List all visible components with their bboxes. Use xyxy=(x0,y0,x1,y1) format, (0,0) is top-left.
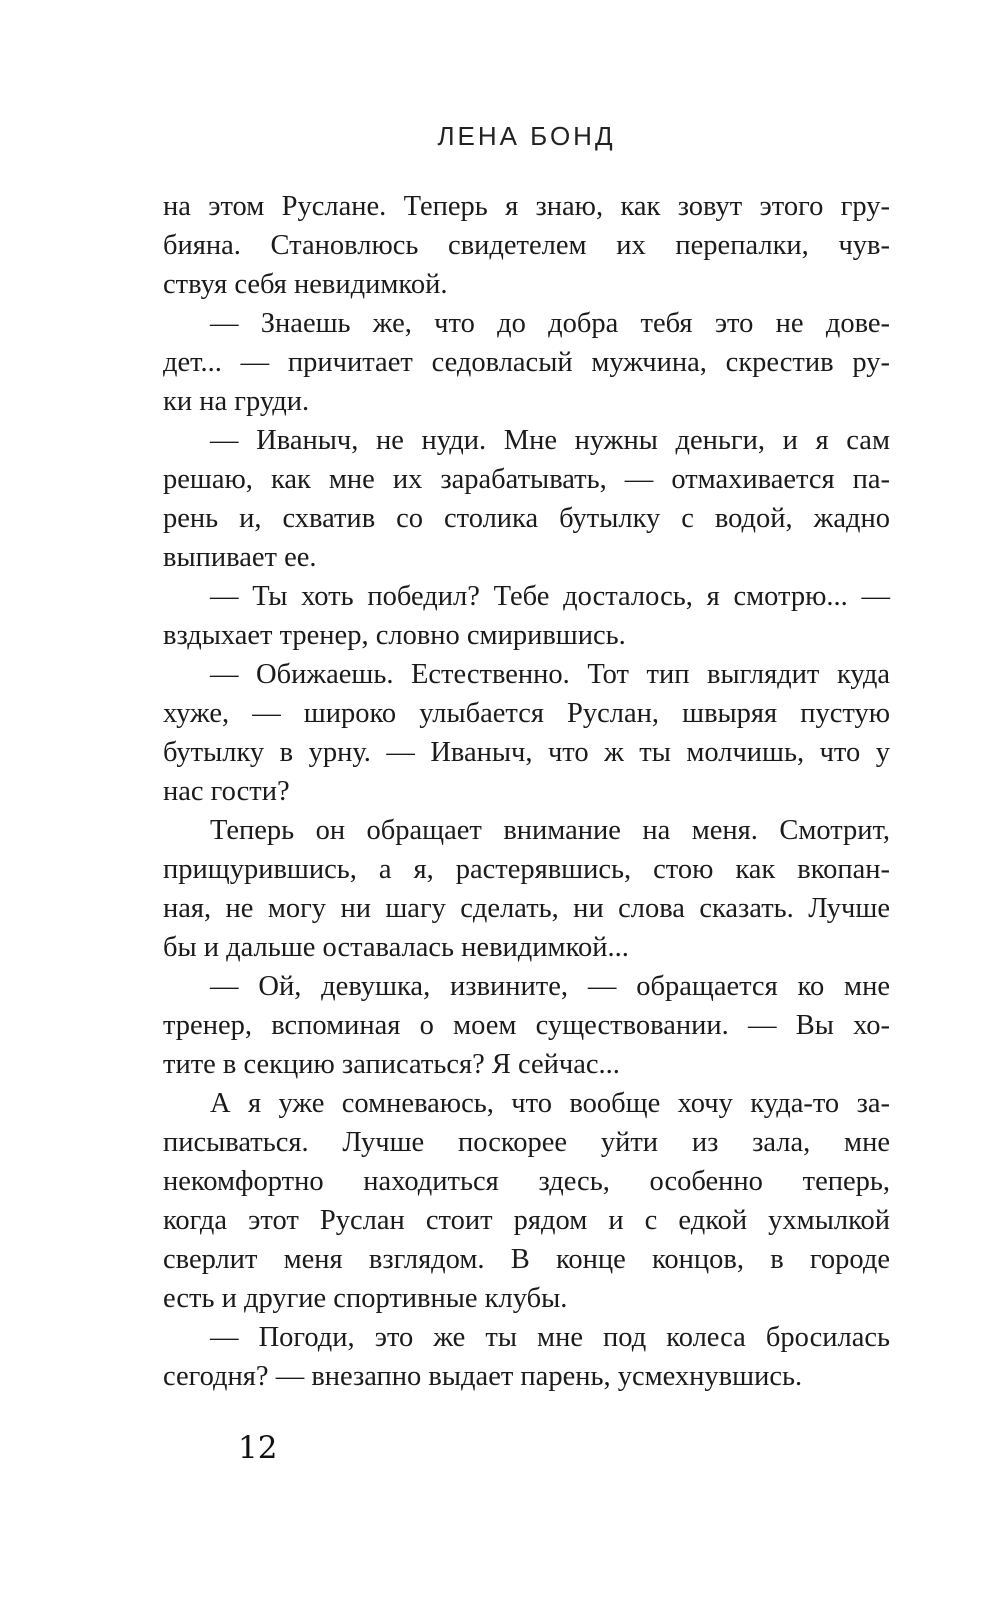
text-line-content: ки на груди. xyxy=(163,386,310,417)
text-line xyxy=(163,304,890,343)
text-line xyxy=(163,616,890,655)
text-line-content: — Ты хоть победил? Тебе досталось, я смотрю... — xyxy=(210,581,890,612)
text-line xyxy=(163,1162,890,1201)
text-line xyxy=(163,1006,890,1045)
text-line xyxy=(163,811,890,850)
text-line-content: некомфортно находиться здесь, особенно теперь, xyxy=(163,1166,890,1197)
text-line-content: хуже, — широко улыбается Руслан, швыряя пустую xyxy=(163,698,890,729)
text-line xyxy=(163,1357,890,1396)
text-line-content: ная, не могу ни шагу сделать, ни слова сказать. Лучше xyxy=(163,893,890,924)
text-line xyxy=(163,733,890,772)
text-line-content: сегодня? — внезапно выдает парень, усмехнувшись. xyxy=(163,1361,803,1392)
text-line xyxy=(163,655,890,694)
text-line-content: вздыхает тренер, словно смирившись. xyxy=(163,620,626,651)
text-line xyxy=(163,1279,890,1318)
text-line xyxy=(163,421,890,460)
text-line-content: есть и другие спортивные клубы. xyxy=(163,1283,568,1314)
text-line-content: — Погоди, это же ты мне под колеса бросилась xyxy=(210,1322,890,1353)
text-line xyxy=(163,967,890,1006)
text-line xyxy=(163,460,890,499)
text-line-content: — Ой, девушка, извините, — обращается ко мне xyxy=(210,971,890,1002)
text-line-content: — Знаешь же, что до добра тебя это не дове- xyxy=(210,308,890,339)
text-line-content: тите в секцию записаться? Я сейчас... xyxy=(163,1049,620,1080)
text-line xyxy=(163,850,890,889)
text-line xyxy=(163,1318,890,1357)
text-line xyxy=(163,1045,890,1084)
text-line-content: нас гости? xyxy=(163,776,290,807)
text-line xyxy=(163,1201,890,1240)
running-head-author: ЛЕНА БОНД xyxy=(437,121,616,151)
text-line xyxy=(163,889,890,928)
text-line-content: прищурившись, а я, растерявшись, стою как вкопан- xyxy=(163,854,890,885)
text-line-content: ствуя себя невидимкой. xyxy=(163,269,448,300)
text-line xyxy=(163,226,890,265)
text-line-content: бияна. Становлюсь свидетелем их перепалки, чув- xyxy=(163,230,890,261)
text-line-content: дет... — причитает седовласый мужчина, скрестив ру- xyxy=(163,347,890,378)
text-line-content: писываться. Лучше поскорее уйти из зала, мне xyxy=(163,1127,890,1158)
text-line xyxy=(163,1240,890,1279)
text-line xyxy=(163,928,890,967)
text-line-content: сверлит меня взглядом. В конце концов, в городе xyxy=(163,1244,890,1275)
text-line-content: на этом Руслане. Теперь я знаю, как зовут этого гру- xyxy=(163,191,890,222)
text-line xyxy=(163,1084,890,1123)
text-line xyxy=(163,382,890,421)
text-line xyxy=(163,577,890,616)
text-line xyxy=(163,343,890,382)
text-line xyxy=(163,772,890,811)
text-line-content: рень и, схватив со столика бутылку с водой, жадно xyxy=(163,503,890,534)
text-line xyxy=(163,499,890,538)
text-line-content: — Иваныч, не нуди. Мне нужны деньги, и я сам xyxy=(210,425,890,456)
text-line xyxy=(163,694,890,733)
text-line xyxy=(163,538,890,577)
page-body-text xyxy=(163,187,890,1396)
text-line xyxy=(163,265,890,304)
text-line-content: тренер, вспоминая о моем существовании. — Вы хо- xyxy=(163,1010,890,1041)
text-line-content: когда этот Руслан стоит рядом и с едкой ухмылкой xyxy=(163,1205,890,1236)
text-line xyxy=(163,187,890,226)
text-line-content: бы и дальше оставалась невидимкой... xyxy=(163,932,629,963)
page-number: 12 xyxy=(238,1430,278,1466)
text-line xyxy=(163,1123,890,1162)
text-line-content: бутылку в урну. — Иваныч, что ж ты молчишь, что у xyxy=(163,737,890,768)
text-line-content: А я уже сомневаюсь, что вообще хочу куда-то за- xyxy=(210,1088,890,1119)
text-line-content: выпивает ее. xyxy=(163,542,317,573)
text-line-content: решаю, как мне их зарабатывать, — отмахивается па- xyxy=(163,464,890,495)
text-line-content: Теперь он обращает внимание на меня. Смотрит, xyxy=(210,815,890,846)
text-line-content: — Обижаешь. Естественно. Тот тип выглядит куда xyxy=(210,659,890,690)
